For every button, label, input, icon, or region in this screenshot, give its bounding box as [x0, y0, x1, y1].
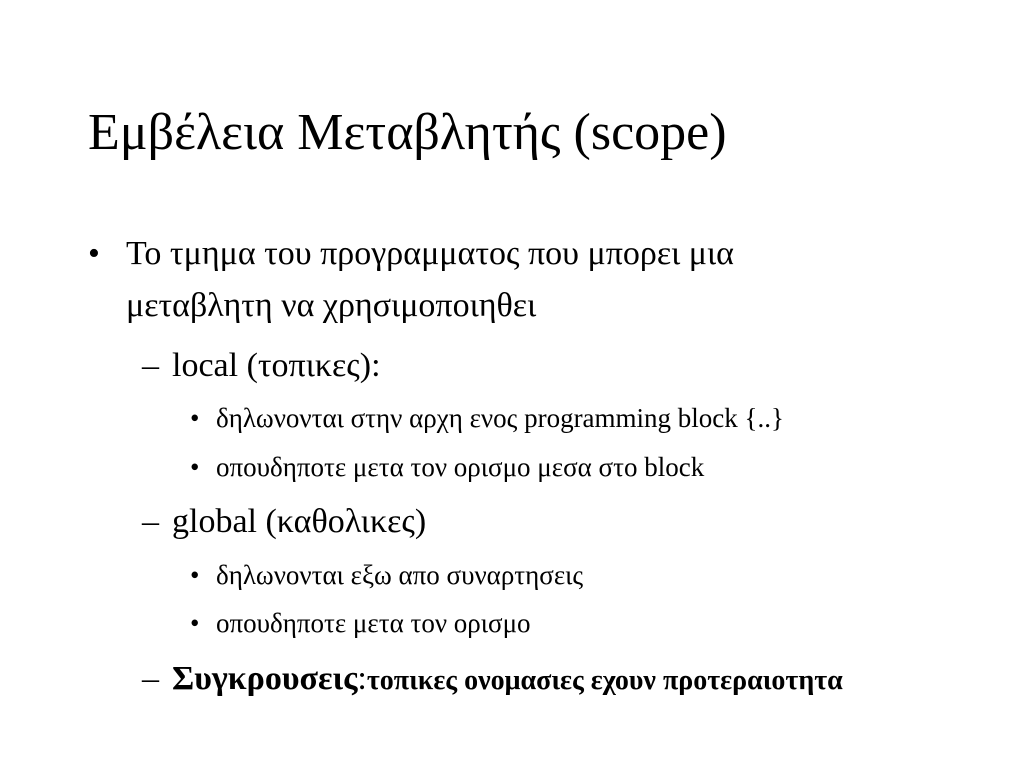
conflicts-separator: :: [357, 660, 367, 697]
bullet-marker: •: [190, 452, 200, 482]
conflicts-text: τοπικες ονομασιες εχουν προτεραιοτητα: [366, 665, 843, 696]
global-label: global (καθολικες): [172, 503, 427, 540]
conflicts-label: Συγκρουσεις: [172, 660, 358, 697]
bullet-marker: •: [190, 608, 200, 638]
bullet-marker: •: [190, 560, 200, 590]
bullet-main-line-1: Το τμημα του προγραμματος που μπορει μια: [126, 235, 734, 272]
dash-marker: –: [142, 660, 159, 697]
slide-title: Εμβέλεια Μεταβλητής (scope): [88, 104, 727, 161]
bullet-main-line-2: μεταβλητη να χρησιμοποιηθει: [126, 287, 537, 324]
dash-marker: –: [142, 347, 159, 384]
bullet-marker: •: [190, 403, 200, 433]
local-label: local (τοπικες):: [172, 347, 381, 384]
local-item-2-text: οπουδηποτε μετα τον ορισμο μεσα στο block: [216, 452, 705, 482]
bullet-marker: •: [88, 235, 100, 272]
dash-marker: –: [142, 503, 159, 540]
local-item-1-text: δηλωνονται στην αρχη ενος programming block {..}: [216, 403, 784, 433]
global-item-1-text: δηλωνονται εξω απο συναρτησεις: [216, 560, 584, 590]
global-item-2-text: οπουδηποτε μετα τον ορισμο: [216, 608, 531, 638]
